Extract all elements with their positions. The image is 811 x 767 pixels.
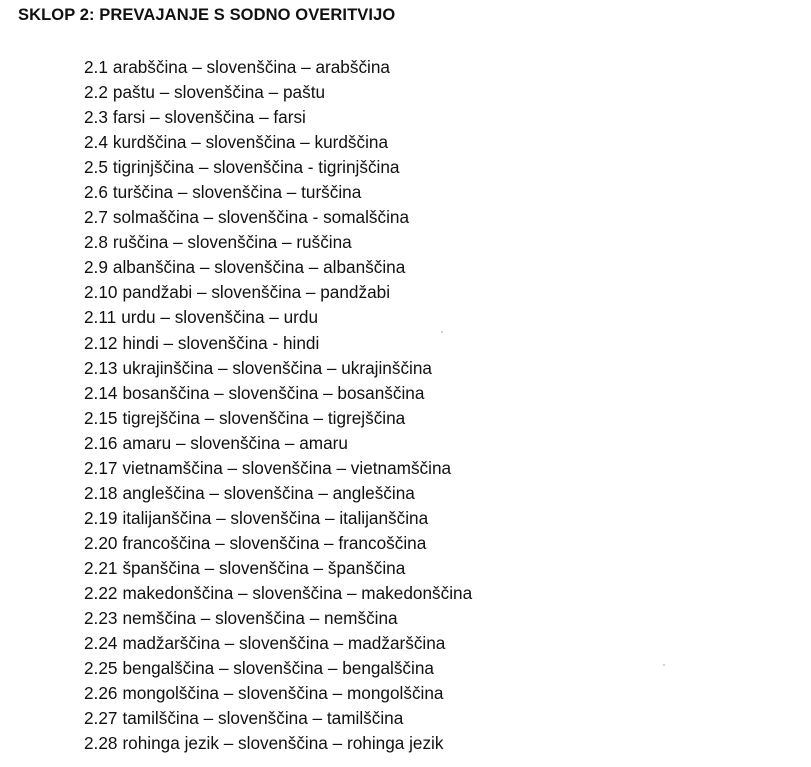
list-item <box>84 456 472 481</box>
item-language-pair: farsi – slovenščina – farsi <box>112 107 306 128</box>
list-item <box>84 205 472 230</box>
item-language-pair: mongolščina – slovenščina – mongolščina <box>122 683 444 704</box>
item-number: 2.21 <box>84 557 118 578</box>
item-number: 2.3 <box>84 107 108 128</box>
item-number: 2.16 <box>84 432 118 453</box>
item-language-pair: solmaščina – slovenščina - somalščina <box>112 207 410 228</box>
list-item <box>84 581 472 606</box>
list-item <box>84 556 472 581</box>
item-language-pair: albanščina – slovenščina – albanščina <box>112 257 406 278</box>
list-item <box>84 255 472 280</box>
item-language-pair: tigrinjščina – slovenščina - tigrinjščina <box>112 157 400 178</box>
item-number: 2.24 <box>84 633 118 654</box>
item-number: 2.4 <box>84 132 108 153</box>
item-number: 2.23 <box>84 608 118 629</box>
item-language-pair: španščina – slovenščina – španščina <box>122 557 406 578</box>
list-item <box>84 656 472 681</box>
list-item <box>84 481 472 506</box>
item-language-pair: ukrajinščina – slovenščina – ukrajinščina <box>122 357 432 378</box>
item-number: 2.28 <box>84 733 118 754</box>
item-number: 2.14 <box>84 382 118 403</box>
item-language-pair: turščina – slovenščina – turščina <box>112 182 362 203</box>
list-item <box>84 280 472 305</box>
list-item <box>84 506 472 531</box>
list-item <box>84 230 472 255</box>
list-item <box>84 305 472 330</box>
item-language-pair: italijanščina – slovenščina – italijanščina <box>122 507 429 528</box>
item-language-pair: urdu – slovenščina – urdu <box>121 307 319 328</box>
item-number: 2.13 <box>84 357 118 378</box>
item-language-pair: angleščina – slovenščina – angleščina <box>122 482 415 503</box>
item-number: 2.20 <box>84 532 118 553</box>
item-language-pair: makedonščina – slovenščina – makedonščina <box>122 582 473 603</box>
item-number: 2.25 <box>84 658 118 679</box>
item-language-pair: bengalščina – slovenščina – bengalščina <box>122 658 434 679</box>
item-language-pair: nemščina – slovenščina – nemščina <box>122 608 398 629</box>
item-language-pair: arabščina – slovenščina – arabščina <box>112 57 390 77</box>
item-number: 2.8 <box>84 232 108 253</box>
item-language-pair: tigrejščina – slovenščina – tigrejščina <box>122 407 406 428</box>
item-number: 2.6 <box>84 182 108 203</box>
list-item <box>84 431 472 456</box>
item-number: 2.11 <box>84 307 117 328</box>
list-item <box>84 406 472 431</box>
item-number: 2.19 <box>84 507 118 528</box>
list-item <box>84 631 472 656</box>
list-item <box>84 606 472 631</box>
item-number: 2.2 <box>84 82 108 103</box>
list-item <box>84 681 472 706</box>
list-item <box>84 356 472 381</box>
item-number: 2.5 <box>84 157 108 178</box>
scan-speck <box>663 664 665 666</box>
list-item <box>84 180 472 205</box>
list-item <box>84 80 472 105</box>
item-number: 2.7 <box>84 207 108 228</box>
list-item <box>84 105 472 130</box>
list-item <box>84 55 472 80</box>
item-language-pair: rohinga jezik – slovenščina – rohinga jezik <box>122 733 444 754</box>
item-number: 2.10 <box>84 282 118 303</box>
item-language-pair: amaru – slovenščina – amaru <box>122 432 348 453</box>
item-number: 2.1 <box>84 57 108 77</box>
list-item <box>84 331 472 356</box>
item-language-pair: pandžabi – slovenščina – pandžabi <box>122 282 391 303</box>
item-language-pair: ruščina – slovenščina – ruščina <box>112 232 352 253</box>
item-language-pair: tamilščina – slovenščina – tamilščina <box>122 708 404 729</box>
item-number: 2.15 <box>84 407 118 428</box>
item-language-pair: madžarščina – slovenščina – madžarščina <box>122 633 446 654</box>
item-language-pair: paštu – slovenščina – paštu <box>112 82 326 103</box>
list-item <box>84 130 472 155</box>
item-number: 2.18 <box>84 482 118 503</box>
scan-speck <box>441 331 443 333</box>
item-number: 2.12 <box>84 332 118 353</box>
item-language-pair: francoščina – slovenščina – francoščina <box>122 532 427 553</box>
item-language-pair: vietnamščina – slovenščina – vietnamščina <box>122 457 452 478</box>
item-language-pair: kurdščina – slovenščina – kurdščina <box>112 132 389 153</box>
item-number: 2.9 <box>84 257 108 278</box>
item-number: 2.27 <box>84 708 118 729</box>
lot-list <box>84 55 472 756</box>
list-item <box>84 531 472 556</box>
list-item <box>84 706 472 731</box>
item-number: 2.17 <box>84 457 118 478</box>
item-number: 2.22 <box>84 582 118 603</box>
item-number: 2.26 <box>84 683 118 704</box>
item-language-pair: bosanščina – slovenščina – bosanščina <box>122 382 425 403</box>
item-language-pair: hindi – slovenščina - hindi <box>122 332 320 353</box>
list-item <box>84 381 472 406</box>
list-item <box>84 155 472 180</box>
lot-heading: SKLOP 2: PREVAJANJE S SODNO OVERITVIJO <box>18 6 396 24</box>
list-item <box>84 731 472 756</box>
